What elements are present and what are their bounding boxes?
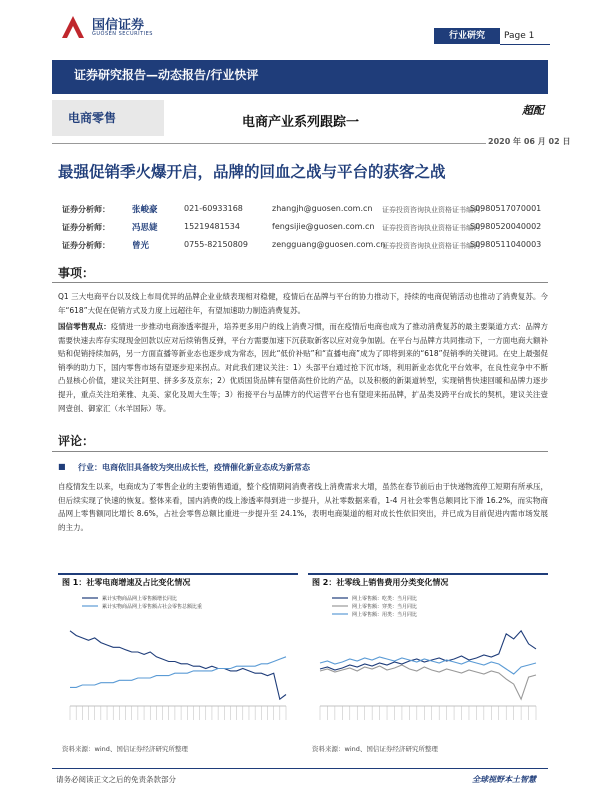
analyst-role: 证券分析师： bbox=[62, 223, 110, 232]
figure-1-title: 图 1：社零电商增速及占比变化情况 bbox=[62, 578, 191, 587]
events-paragraph-1: Q1 三大电商平台以及线上布局优异的品牌企业业绩表现相对稳健，疫情后在品牌与平台的协力推动下，持续的电商促销活动也推动了消费复苏。今年“618”大促在促销方式及力度上远超往年，有望加速助力制造消费复苏。 bbox=[58, 292, 548, 315]
series-title: 电商产业系列跟踪一 bbox=[242, 115, 360, 130]
events-paragraph-2 bbox=[58, 320, 548, 415]
comment-heading: 评论： bbox=[58, 434, 95, 448]
footer-slogan: 全球视野本土智慧 bbox=[472, 775, 536, 784]
industry-research-tag: 行业研究 bbox=[434, 28, 500, 44]
analyst-email[interactable]: fengsijie@guosen.com.cn bbox=[272, 222, 375, 231]
comment-paragraph: 自疫情发生以来，电商成为了零售企业的主要销售通道，整个疫情期间消费者线上消费需求大增，虽然在春节前后由于快递物流停工短期有所承压，但后续实现了快速的恢复。整体来看，国内消费的线上渗透率得到进一步提升，从社零数据来看，1-4 月社会零售总额同比下滑 16.2%，而实物商品网上零售额同比增长 8.6%，占社会零售总额比重进一步提升至 24.1%，表明电商渠道的相对成长性依旧突出，并已成为目前促进内需市场发展的主力。 bbox=[58, 482, 548, 532]
analyst-role: 证券分析师： bbox=[62, 205, 110, 214]
analyst-name: 曾光 bbox=[132, 241, 150, 251]
viewpoint-text: 疫情进一步推动电商渗透率提升，培养更多用户的线上消费习惯，而在疫情后电商也成为了推动消费复苏的最主要渠道方式：品牌方需要快速去库存实现现金回款以应对后续销售反弹，平台方需要加速下沉获取新客以应对竞争加剧。在平台与品牌方共同推动下，一方面电商大额补贴和促销持续加码，另一方面直播等新业态也逐步成为常态，因此“低价补贴”和“直播电商”成为了即将到来的“618”促销季的关键词。在史上最强促销季的助力下，国内零售市场有望逐步迎来拐点。对此我们建议关注：1）头部平台通过抢下沉市场，利用新业态优化平台效率，在良性竞争中不断凸显核心价值，建议关注阿里、拼多多及京东；2）优质国货品牌有望借高性价比的产品，以及积极的新渠道转型，实现销售快速回暖和品牌力逐步提升，重点关注珀莱雅、丸美、家化及周大生等；3）衔接平台与品牌方的代运营平台也有望迎来拓品牌，扩品类及跨平台成长的契机，建议关注壹网壹创、御家汇（水羊国际）等。 bbox=[58, 322, 549, 413]
report-type: 证券研究报告—动态报告/行业快评 bbox=[74, 68, 259, 82]
figure-2-title: 图 2：社零线上销售费用分类变化情况 bbox=[312, 578, 449, 587]
bullet-square-icon: ■ bbox=[58, 462, 66, 471]
analyst-email[interactable]: zhangjh@guosen.com.cn bbox=[272, 204, 373, 213]
legend-label: 网上零售额：吃类：当月同比 bbox=[352, 596, 418, 602]
report-date: 2020 年 06 月 02 日 bbox=[488, 137, 571, 146]
analyst-phone: 15219481534 bbox=[184, 222, 240, 231]
analyst-cert-label: 证券投资咨询执业资格证书编码： bbox=[382, 206, 487, 214]
events-rule bbox=[52, 282, 548, 283]
comment-rule bbox=[52, 451, 548, 452]
figure-1-source: 资料来源：wind、国信证券经济研究所整理 bbox=[62, 745, 188, 753]
analyst-email[interactable]: zengguang@guosen.com.cn bbox=[272, 240, 386, 249]
legend-label: 累计实物商品网上零售额占社会零售总额比重 bbox=[102, 604, 203, 610]
logo-name: 国信证券 bbox=[92, 18, 145, 33]
analyst-name: 冯思婕 bbox=[132, 223, 158, 233]
analyst-phone: 021-60933168 bbox=[184, 204, 243, 213]
series-line bbox=[320, 631, 536, 670]
legend-label: 网上零售额：用类：当月同比 bbox=[352, 612, 418, 618]
series-line bbox=[320, 665, 536, 699]
date-divider bbox=[52, 143, 548, 144]
viewpoint-label: 国信零售观点： bbox=[58, 322, 111, 331]
legend-label: 累计实物商品网上零售额增长同比 bbox=[102, 596, 178, 602]
logo-english: GUOSEN SECURITIES bbox=[92, 31, 153, 37]
page-number: Page 1 bbox=[500, 28, 550, 45]
analyst-name: 张峻豪 bbox=[132, 205, 158, 215]
industry-bullet: 行业：电商依旧具备较为突出成长性，疫情催化新业态成为新常态 bbox=[78, 463, 310, 472]
legend-label: 网上零售额：穿类：当月同比 bbox=[352, 604, 418, 610]
guosen-logo-icon bbox=[60, 14, 86, 40]
analyst-cert-number: S0980520040002 bbox=[470, 222, 542, 231]
analyst-cert-label: 证券投资咨询执业资格证书编码： bbox=[382, 224, 487, 232]
figure-2-chart bbox=[312, 592, 544, 732]
analyst-role: 证券分析师： bbox=[62, 241, 110, 250]
analyst-cert-number: S0980517070001 bbox=[470, 204, 542, 213]
sector-label: 电商零售 bbox=[52, 100, 164, 136]
rating: 超配 bbox=[522, 104, 544, 117]
analyst-phone: 0755-82150809 bbox=[184, 240, 248, 249]
footer-rule bbox=[52, 768, 548, 769]
events-heading: 事项： bbox=[58, 266, 95, 280]
series-line bbox=[70, 631, 286, 699]
figure-1-chart bbox=[62, 592, 294, 732]
analyst-cert-label: 证券投资咨询执业资格证书编码： bbox=[382, 242, 487, 250]
footer-disclaimer: 请务必阅读正文之后的免责条款部分 bbox=[56, 775, 176, 784]
figure-2-source: 资料来源：wind、国信证券经济研究所整理 bbox=[312, 745, 438, 753]
analyst-cert-number: S0980511040003 bbox=[470, 240, 542, 249]
report-title: 最强促销季火爆开启，品牌的回血之战与平台的获客之战 bbox=[58, 163, 446, 181]
